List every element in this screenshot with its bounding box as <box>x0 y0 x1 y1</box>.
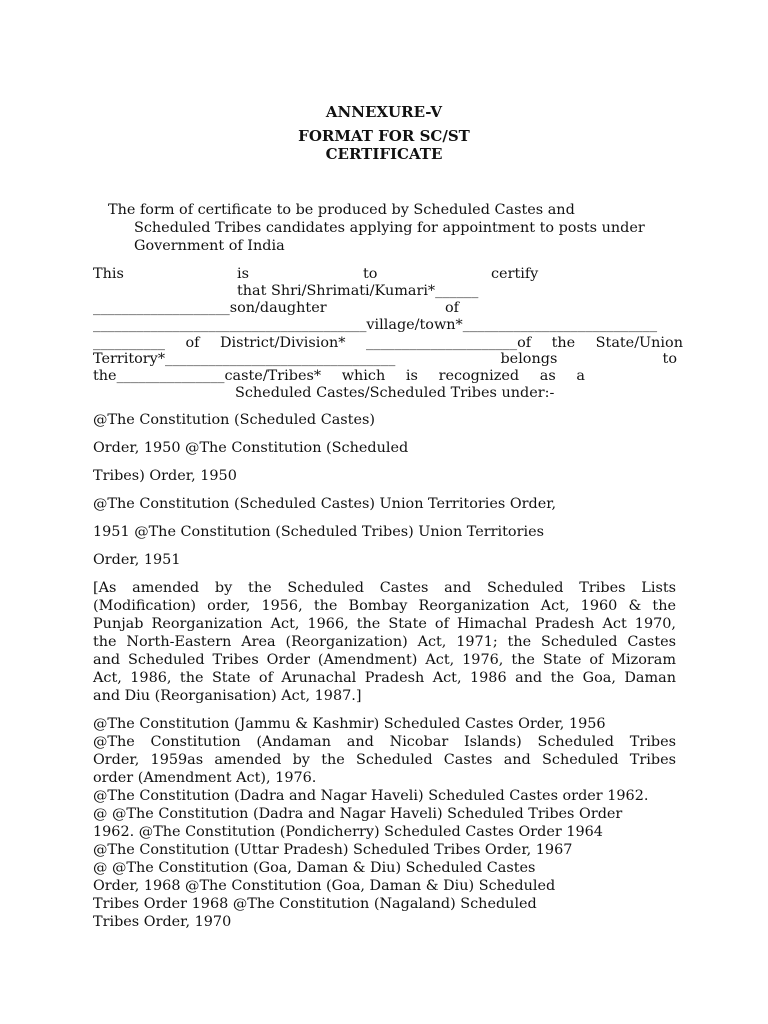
order-line-1: @The Constitution (Scheduled Castes) <box>93 412 375 428</box>
cert-district-state-union: State/Union <box>595 335 683 351</box>
cert-district-the: the <box>551 335 576 351</box>
cert-line-name: that Shri/Shrimati/Kumari*______ <box>237 283 479 299</box>
format-title-line-2: CERTIFICATE <box>325 145 443 163</box>
annexure-heading: ANNEXURE-V <box>325 103 443 121</box>
cert-caste-recognized: recognized <box>438 368 520 384</box>
cert-district-of: of <box>185 335 200 351</box>
cert-caste-a: a <box>576 368 585 384</box>
cert-territory-blank: Territory*________________________________ <box>93 351 396 367</box>
order-line-5: 1951 @The Constitution (Scheduled Tribes) Union Territories <box>93 524 544 540</box>
intro-line-3: Government of India <box>134 238 285 254</box>
cert-line-relation: ___________________son/daughter <box>93 300 327 316</box>
cert-district-state-blank: _____________________of <box>365 335 532 351</box>
intro-line-2: Scheduled Tribes candidates applying for appointment to posts under <box>134 220 645 236</box>
amended-line-2: (Modification) order, 1956, the Bombay Reorganization Act, 1960 & the <box>93 598 676 614</box>
cert-caste-which: which <box>341 368 386 384</box>
cert-line-caste <box>93 367 585 385</box>
amended-line-4: the North-Eastern Area (Reorganization) Act, 1971; the Scheduled Castes <box>93 634 676 650</box>
order-b-line-6: @ @The Constitution (Dadra and Nagar Haveli) Scheduled Tribes Order <box>93 806 623 822</box>
cert-caste-blank: the_______________caste/Tribes* <box>93 368 322 384</box>
amended-line-1: [As amended by the Scheduled Castes and Scheduled Tribes Lists <box>93 580 676 596</box>
order-line-3: Tribes) Order, 1950 <box>93 468 237 484</box>
cert-word-certify: certify <box>491 266 539 282</box>
amended-line-3: Punjab Reorganization Act, 1966, the State of Himachal Pradesh Act 1970, <box>93 616 676 632</box>
cert-territory-belongs: belongs <box>500 351 558 367</box>
cert-line-under: Scheduled Castes/Scheduled Tribes under:- <box>235 385 555 401</box>
cert-word-this: This <box>93 266 124 282</box>
order-b-line-12: Tribes Order, 1970 <box>93 914 232 930</box>
order-b-line-11: Tribes Order 1968 @The Constitution (Nagaland) Scheduled <box>93 896 537 912</box>
order-b-line-9: @ @The Constitution (Goa, Daman & Diu) Scheduled Castes <box>93 860 536 876</box>
order-line-4: @The Constitution (Scheduled Castes) Union Territories Order, <box>93 496 557 512</box>
cert-caste-is: is <box>405 368 418 384</box>
order-b-line-10: Order, 1968 @The Constitution (Goa, Daman & Diu) Scheduled <box>93 878 556 894</box>
cert-line-territory <box>93 350 677 368</box>
cert-word-is: is <box>237 266 249 282</box>
order-b-line-1: @The Constitution (Jammu & Kashmir) Scheduled Castes Order, 1956 <box>93 716 606 732</box>
amended-line-7: and Diu (Reorganisation) Act, 1987.] <box>93 688 362 704</box>
cert-line-village: ______________________________________village/town*___________________________ <box>93 317 658 333</box>
order-b-line-8: @The Constitution (Uttar Pradesh) Scheduled Tribes Order, 1967 <box>93 842 573 858</box>
order-b-line-3: Order, 1959as amended by the Scheduled Castes and Scheduled Tribes <box>93 752 676 768</box>
cert-territory-to: to <box>662 351 677 367</box>
order-line-6: Order, 1951 <box>93 552 181 568</box>
order-b-line-2: @The Constitution (Andaman and Nicobar Islands) Scheduled Tribes <box>93 734 676 750</box>
order-b-line-4: order (Amendment Act), 1976. <box>93 770 317 786</box>
amended-line-6: Act, 1986, the State of Arunachal Pradesh Act, 1986 and the Goa, Daman <box>93 670 676 686</box>
order-b-line-5: @The Constitution (Dadra and Nagar Haveli) Scheduled Castes order 1962. <box>93 788 649 804</box>
cert-word-to: to <box>363 266 378 282</box>
cert-district-label: District/Division* <box>219 335 346 351</box>
order-b-line-7: 1962. @The Constitution (Pondicherry) Scheduled Castes Order 1964 <box>93 824 603 840</box>
amended-line-5: and Scheduled Tribes Order (Amendment) Act, 1976, the State of Mizoram <box>93 652 676 668</box>
cert-district-blank: __________ <box>93 335 165 351</box>
order-line-2: Order, 1950 @The Constitution (Scheduled <box>93 440 409 456</box>
intro-line-1: The form of certificate to be produced by Scheduled Castes and <box>108 202 575 218</box>
cert-caste-as: as <box>539 368 556 384</box>
format-title-line-1: FORMAT FOR SC/ST <box>298 127 470 145</box>
cert-line-of: of <box>445 300 459 316</box>
